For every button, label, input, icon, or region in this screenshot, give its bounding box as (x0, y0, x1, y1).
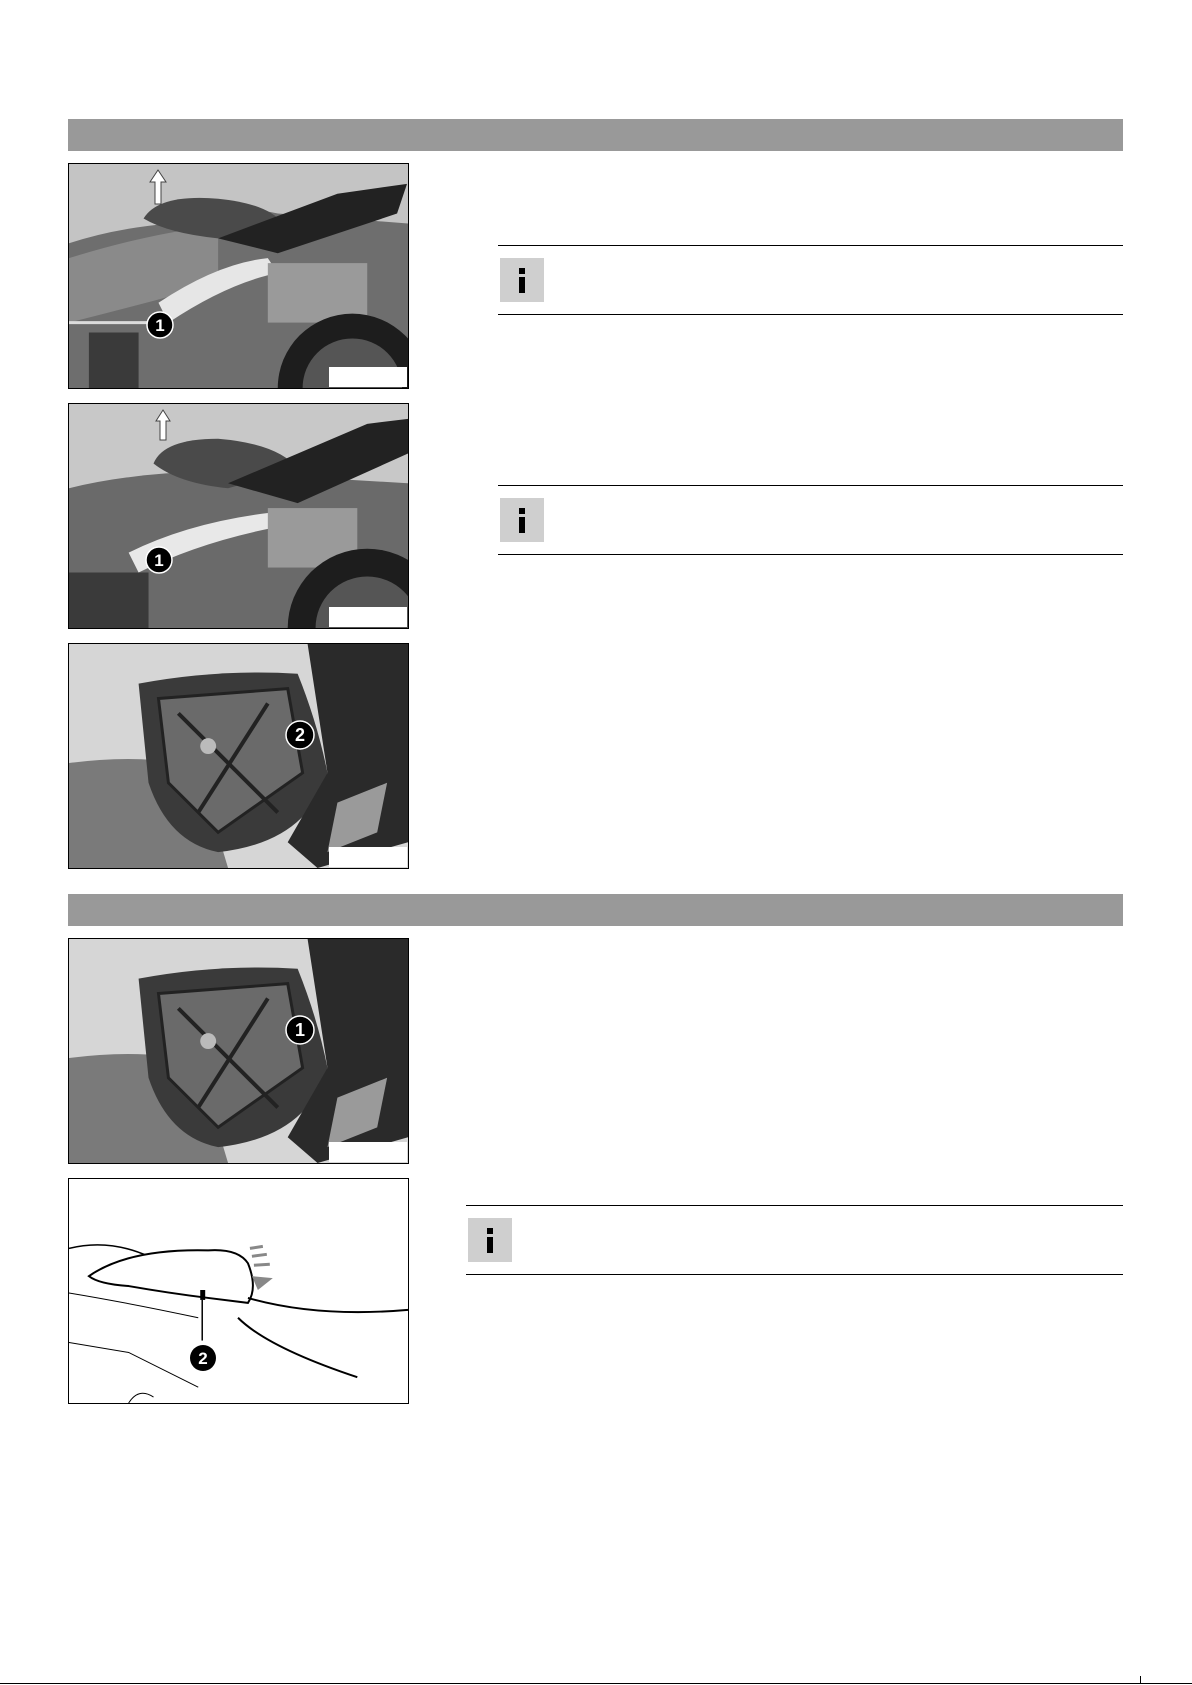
info-icon (500, 498, 544, 542)
callout-2-icon (189, 1344, 217, 1372)
section-header-bar (68, 119, 1123, 151)
figure-seat-drawing (68, 1178, 409, 1404)
figure-seat-underside-1 (68, 938, 409, 1164)
section-header-bar (68, 894, 1123, 926)
info-icon (468, 1218, 512, 1262)
callout-1-icon (146, 311, 174, 339)
footer-tick (1140, 1676, 1141, 1684)
figure-tag (329, 367, 407, 387)
footer-rule (0, 1683, 1192, 1684)
info-icon (500, 258, 544, 302)
arrow-up-icon (155, 409, 171, 441)
info-note-box (498, 485, 1123, 555)
arrow-up-icon (149, 169, 167, 205)
info-note-box (466, 1205, 1123, 1275)
figure-tag (329, 1142, 407, 1162)
svg-text:1: 1 (155, 316, 165, 335)
figure-tag (329, 847, 407, 867)
figure-seat-remove-1 (68, 163, 409, 389)
svg-text:2: 2 (294, 725, 306, 745)
figure-seat-remove-2 (68, 403, 409, 629)
svg-text:1: 1 (154, 551, 164, 570)
figure-seat-underside-2 (68, 643, 409, 869)
callout-2-icon (285, 720, 315, 750)
svg-text:2: 2 (198, 1349, 208, 1368)
info-note-box (498, 245, 1123, 315)
svg-text:1: 1 (294, 1020, 306, 1040)
callout-1-icon (145, 546, 173, 574)
figure-tag (329, 607, 407, 627)
callout-1-icon (285, 1015, 315, 1045)
